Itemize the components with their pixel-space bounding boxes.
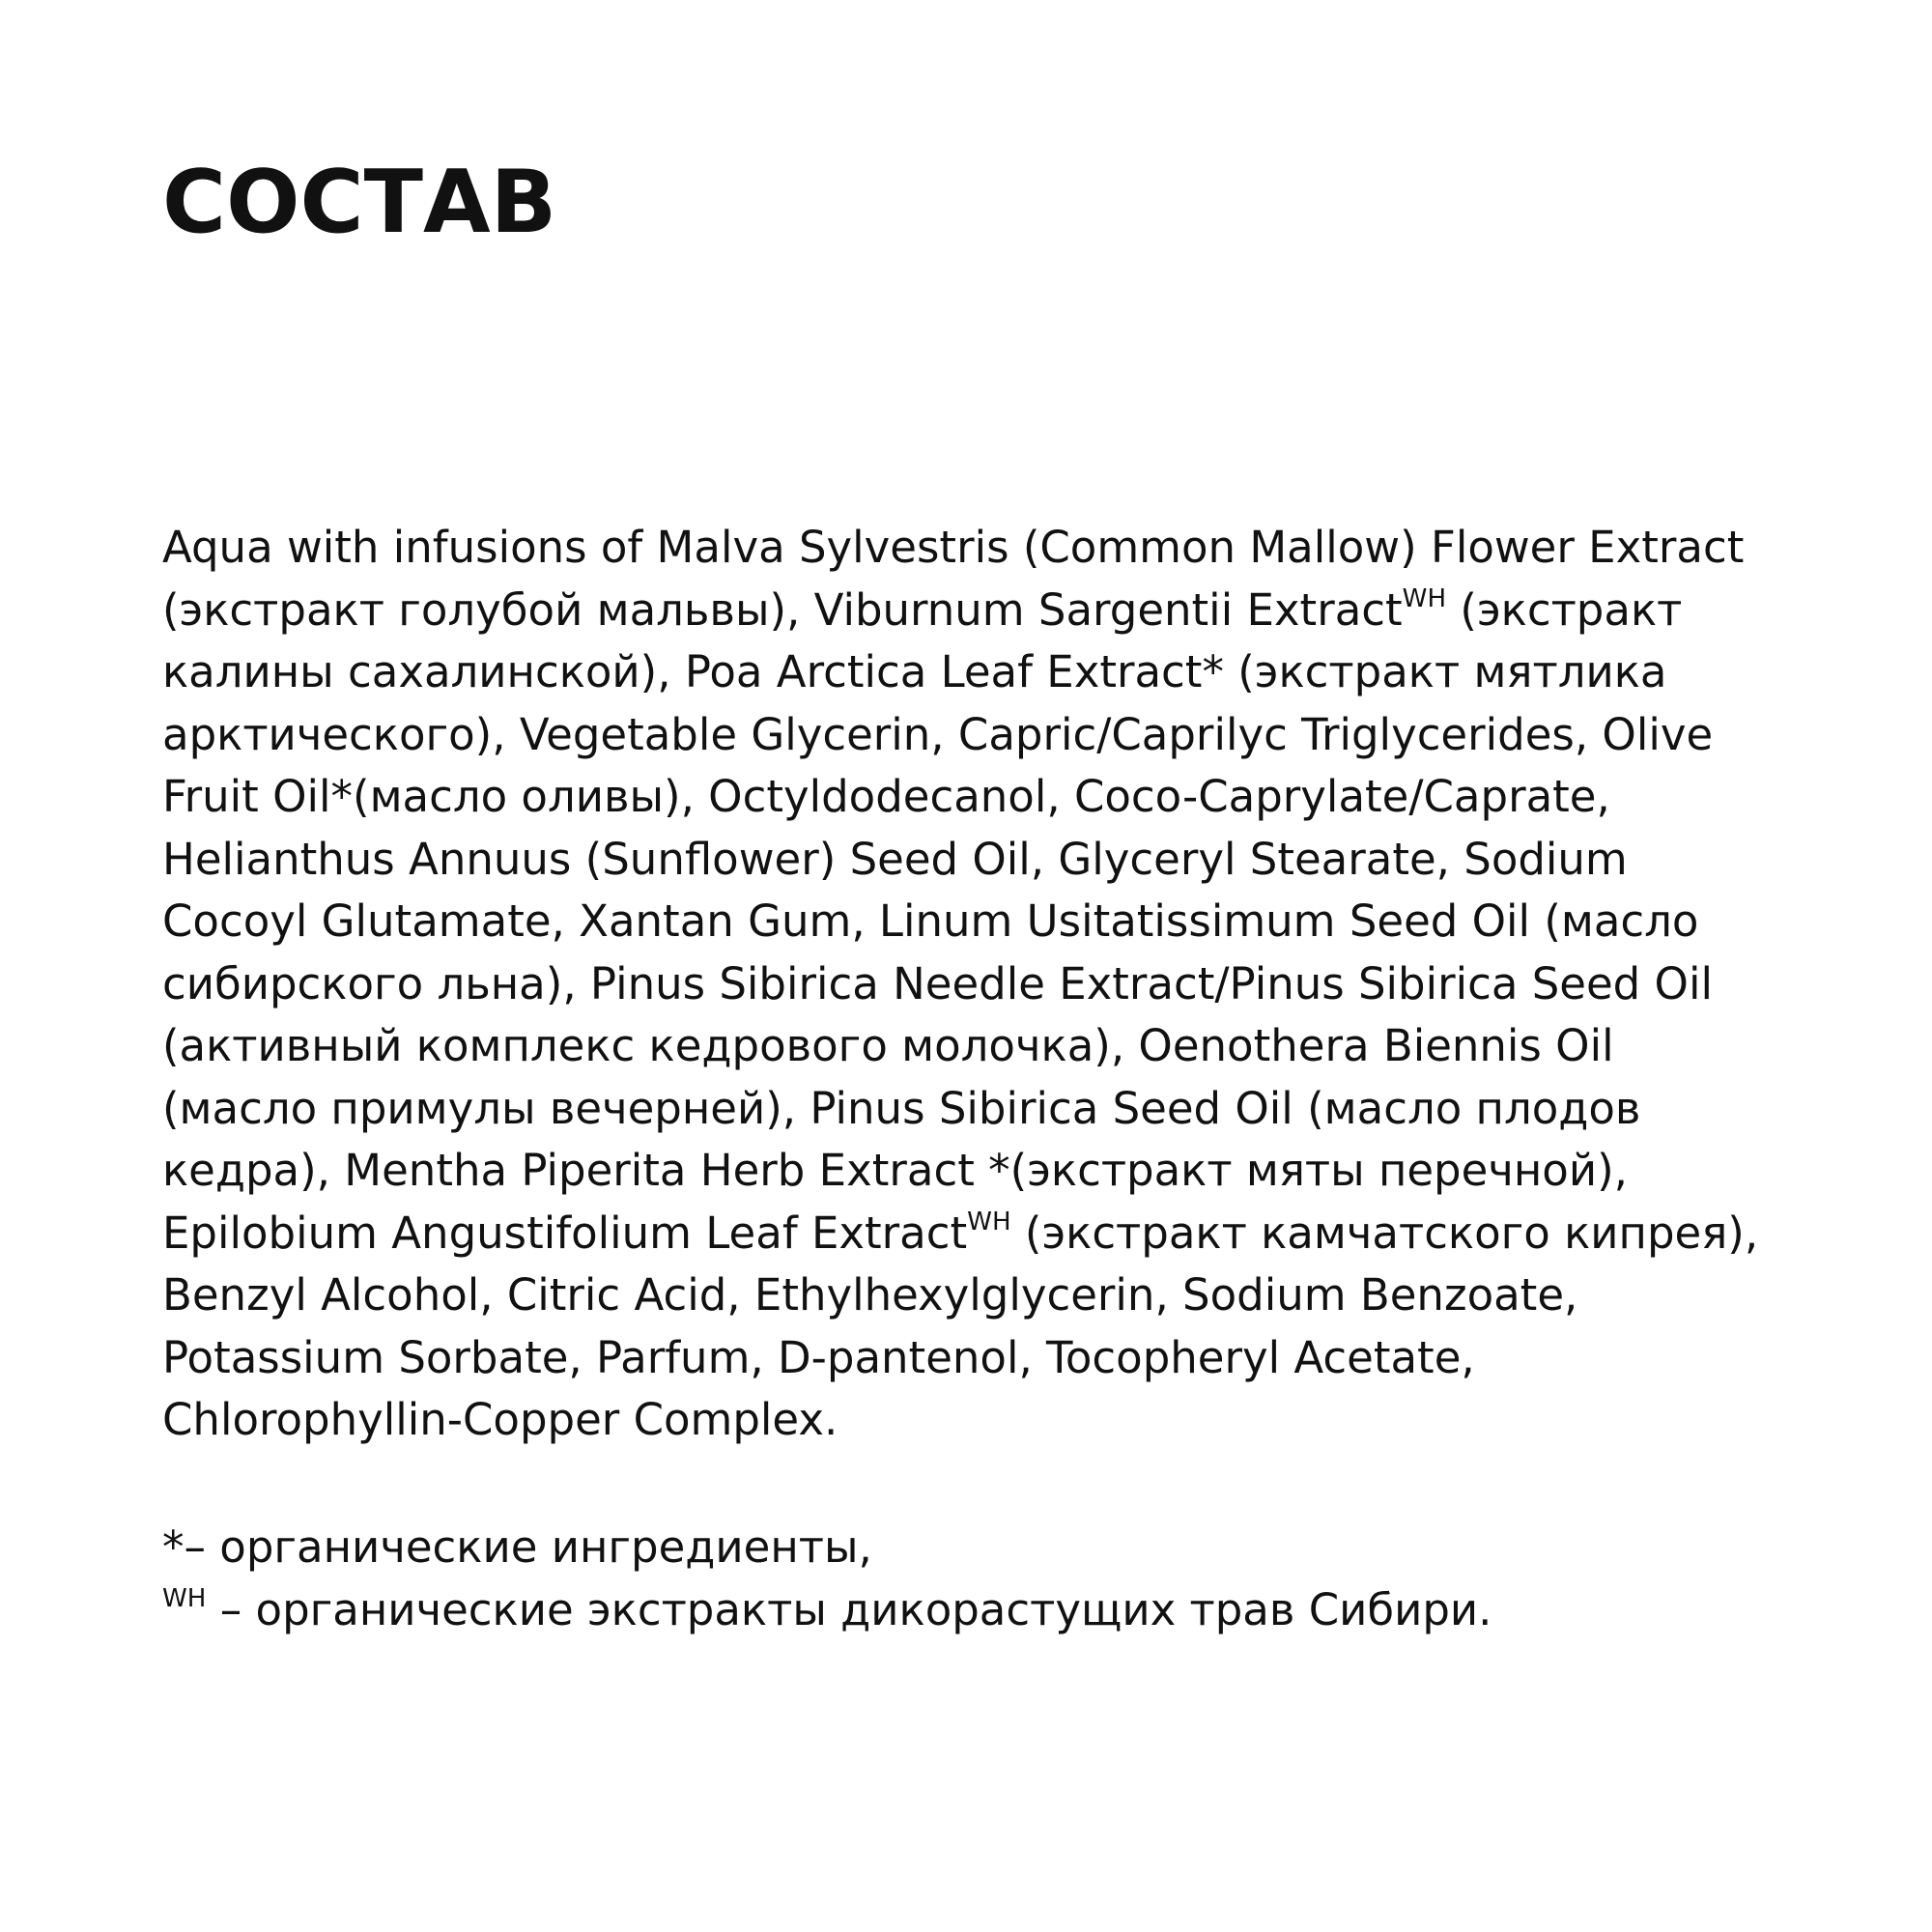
asterisk-mark: * (162, 1521, 185, 1573)
ingredients-line: Fruit Oil*(масло оливы), Octyldodecanol, Coco-Caprylate/Caprate, (162, 771, 1610, 822)
ingredients-line: кедра), Mentha Piperita Herb Extract *(экстракт мяты перечной), (162, 1145, 1628, 1196)
ingredients-line: Cocoyl Glutamate, Xantan Gum, Linum Usitatissimum Seed Oil (масло (162, 895, 1699, 947)
ingredients-line: Helianthus Annuus (Sunflower) Seed Oil, Glyceryl Stearate, Sodium (162, 833, 1628, 885)
ingredients-line: Epilobium Angustifolium Leaf Extract$^{WH}$ (экстракт камчатского кипрея), (162, 1207, 1759, 1259)
ingredients-line: арктического), Vegetable Glycerin, Capric/Caprilyc Triglycerides, Olive (162, 708, 1714, 760)
wh-superscript: WH (1402, 583, 1447, 613)
footnote-organic: *– органические ингредиенты, (162, 1517, 1804, 1579)
ingredients-line: Aqua with infusions of Malva Sylvestris (Common Mallow) Flower Extract (162, 522, 1745, 573)
ingredients-line: Benzyl Alcohol, Citric Acid, Ethylhexylglycerin, Sodium Benzoate, (162, 1269, 1578, 1321)
ingredients-line: (активный комплекс кедрового молочка), Oenothera Biennis Oil (162, 1020, 1614, 1071)
ingredients-line: сибирского льна), Pinus Sibirica Needle Extract/Pinus Sibirica Seed Oil (162, 957, 1713, 1009)
ingredients-line: Potassium Sorbate, Parfum, D-pantenol, Tocopheryl Acetate, (162, 1331, 1475, 1383)
footnote-wild-herbs: $^{WH}$ – органические экстракты дикорастущих трав Сибири. (162, 1583, 1492, 1635)
wh-superscript: WH (967, 1207, 1011, 1236)
footnotes (162, 1517, 1804, 1641)
ingredients-line: (масло примулы вечерней), Pinus Sibirica Seed Oil (масло плодов (162, 1082, 1641, 1134)
ingredients-line: Chlorophyllin-Copper Complex. (162, 1394, 838, 1445)
ingredients-list (162, 517, 1804, 1452)
wh-superscript: WH (162, 1583, 207, 1613)
page-title: СОСТАВ (162, 152, 557, 253)
ingredients-line: калины сахалинской), Poa Arctica Leaf Extract* (экстракт мятлика (162, 646, 1667, 697)
ingredients-line: (экстракт голубой мальвы), Viburnum Sargentii Extract$^{WH}$ (экстракт (162, 583, 1683, 636)
